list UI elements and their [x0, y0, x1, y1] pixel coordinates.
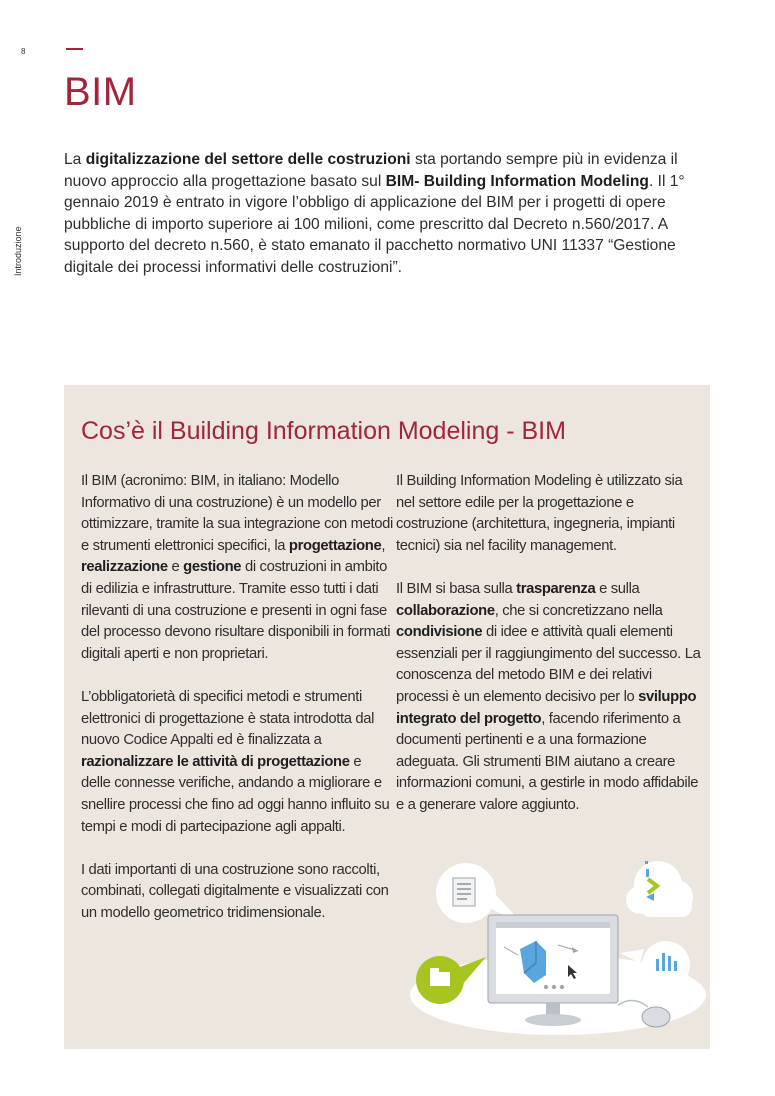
- box-paragraph: Il BIM si basa sulla trasparenza e sulla collaborazione, che si concretizzano nella condivisione di idee e attività quali elementi essenziali per il raggiungimento del successo. La conoscenza del metodo BIM e dei relativi processi è un elemento decisivo per lo sviluppo integrato del progetto, facendo riferimento a documenti pertinenti e a una formazione adeguata. Gli strumenti BIM aiutano a creare informazioni comuni, a gestirle in modo affidabile e a generare valore aggiunto.: [396, 580, 701, 813]
- box-paragraph: L’obbligatorietà di specifici metodi e strumenti elettronici di progettazione è stata introdotta dal nuovo Codice Appalti ed è finalizzata a razionalizzare le attività di progettazione e delle connesse verifiche, andando a migliorare e snellire processi che fino ad oggi hanno influito su tempi e modi di partecipazione agli appalti.: [81, 688, 390, 835]
- page-title: BIM: [64, 70, 137, 114]
- page-number: 8: [21, 47, 26, 56]
- bim-illustration: [408, 845, 708, 1045]
- title-dash: [66, 48, 83, 50]
- info-box: [64, 385, 710, 1049]
- section-label: Introduzione: [13, 226, 23, 276]
- box-right-column: [396, 471, 702, 838]
- intro-paragraph: La digitalizzazione del settore delle costruzioni sta portando sempre più in evidenza il nuovo approccio alla progettazione basato sul BIM- Building Information Modeling. Il 1° gennaio 2019 è entrato in vigore l’obbligo di applicazione del BIM per i progetti di opere pubbliche di importo superiore ai 100 milioni, come prescritto dal Decreto n.560/2017. A supporto del decreto n.560, è stato emanato il pacchetto normativo UNI 11337 “Gestione digitale dei processi informativi delle costruzioni”.: [64, 151, 685, 276]
- box-left-column: [81, 471, 393, 946]
- box-paragraph: Il Building Information Modeling è utilizzato sia nel settore edile per la progettazione e costruzione (architettura, ingegneria, impianti tecnici) sia nel facility management.: [396, 473, 683, 554]
- box-title: Cos’è il Building Information Modeling - BIM: [81, 417, 566, 445]
- box-paragraph: I dati importanti di una costruzione sono raccolti, combinati, collegati digitalmente e visualizzati con un modello geometrico tridimensionale.: [81, 861, 389, 921]
- box-paragraph: Il BIM (acronimo: BIM, in italiano: Modello Informativo di una costruzione) è un modello per ottimizzare, tramite la sua integrazione con metodi e strumenti elettronici specifici, la progettazione, realizzazione e gestione di costruzioni in ambito di edilizia e infrastrutture. Tramite esso tutti i dati rilevanti di una costruzione e presenti in ogni fase del processo devono risultare disponibili in formati digitali aperti e non proprietari.: [81, 473, 393, 662]
- cloud-icon: [626, 861, 693, 917]
